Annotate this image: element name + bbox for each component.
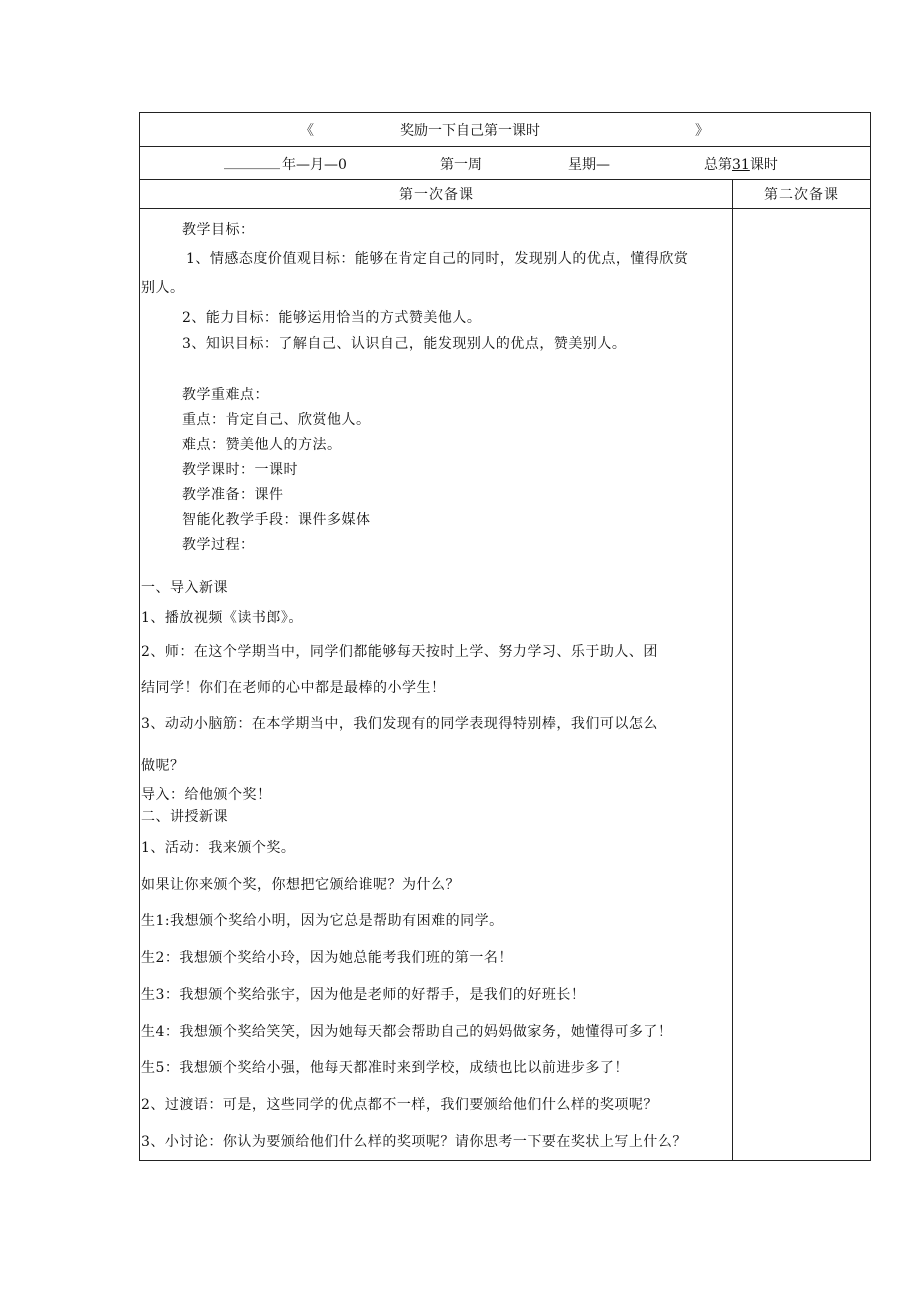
total-prefix: 总第: [704, 157, 732, 173]
date-text: 年—月—0: [282, 157, 347, 173]
text-line: 3、小讨论：你认为要颁给他们什么样的奖项呢？请你思考一下要在奖状上写上什么？: [141, 1134, 687, 1150]
date-blank: ________: [224, 154, 280, 170]
text-line: 教学过程：: [182, 537, 255, 553]
text-line: 重点：肯定自己、欣赏他人。: [182, 412, 371, 428]
first-prep-header: 第一次备课: [399, 187, 474, 203]
column-header-row: [140, 179, 870, 208]
text-line: 教学准备：课件: [182, 487, 284, 503]
text-line: 3、知识目标：了解自己、认识自己，能发现别人的优点，赞美别人。: [182, 336, 627, 352]
text-line: 1、活动：我来颁个奖。: [141, 840, 296, 856]
text-line: 3、动动小脑筋：在本学期当中，我们发现有的同学表现得特别棒，我们可以怎么: [141, 716, 658, 732]
total-suffix: 课时: [749, 157, 778, 173]
lesson-plan-table: [139, 112, 871, 1161]
text-line: 生5：我想颁个奖给小强，他每天都准时来到学校，成绩也比以前进步多了！: [141, 1060, 629, 1076]
row-divider: [140, 208, 870, 209]
text-line: 二、讲授新课: [141, 809, 228, 825]
text-line: 做呢？: [141, 758, 185, 774]
text-line: 教学课时：一课时: [182, 462, 298, 478]
lesson-title: 奖励一下自己第一课时: [400, 123, 540, 139]
text-line: 生3：我想颁个奖给张宇，因为他是老师的好帮手，是我们的好班长！: [141, 987, 586, 1003]
text-line: 生2：我想颁个奖给小玲，因为她总能考我们班的第一名！: [141, 950, 513, 966]
text-line: 2、能力目标：能够运用恰当的方式赞美他人。: [182, 310, 482, 326]
text-line: 结同学！你们在老师的心中都是最棒的小学生！: [141, 680, 446, 696]
week-label: 第一周: [440, 157, 482, 173]
second-prep-header: 第二次备课: [764, 187, 839, 203]
weekday-label: 星期—: [568, 157, 610, 173]
text-line: 1、播放视频《读书郎》。: [141, 610, 303, 626]
total-number: 31: [732, 157, 750, 173]
column-divider: [732, 179, 733, 1160]
text-line: 导入：给他颁个奖！: [141, 787, 272, 803]
text-line: 教学目标：: [182, 222, 255, 238]
text-line: 2、师：在这个学期当中，同学们都能够每天按时上学、努力学习、乐于助人、团: [141, 644, 658, 660]
title-row: [140, 113, 870, 146]
text-line: 2、过渡语：可是，这些同学的优点都不一样，我们要颁给他们什么样的奖项呢？: [141, 1097, 658, 1113]
text-line: 如果让你来颁个奖，你想把它颁给谁呢？为什么？: [141, 877, 460, 893]
text-line: 教学重难点：: [182, 387, 269, 403]
date-row: [140, 146, 870, 179]
text-line: 难点：赞美他人的方法。: [182, 437, 342, 453]
text-line: 别人。: [141, 280, 185, 296]
text-line: 1、情感态度价值观目标：能够在肯定自己的同时，发现别人的优点，懂得欣赏: [186, 251, 689, 267]
text-line: 一、导入新课: [141, 580, 228, 596]
total-lessons: [704, 154, 778, 174]
open-bracket: 《: [300, 123, 314, 139]
text-line: 生4：我想颁个奖给笑笑，因为她每天都会帮助自己的妈妈做家务，她懂得可多了！: [141, 1024, 673, 1040]
close-bracket: 》: [695, 123, 709, 139]
text-line: 智能化教学手段：课件多媒体: [182, 512, 371, 528]
text-line: 生1:我想颁个奖给小明，因为它总是帮助有困难的同学。: [141, 913, 504, 929]
